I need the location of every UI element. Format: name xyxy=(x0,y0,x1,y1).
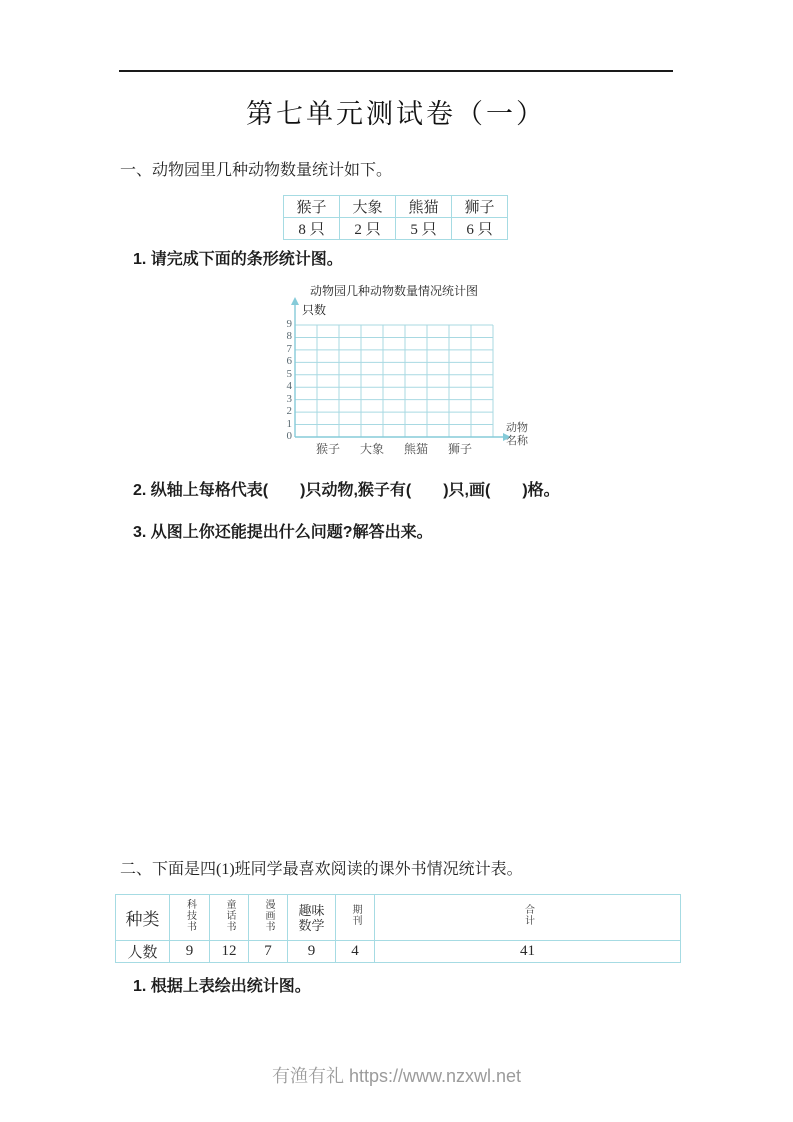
chart-ylabel: 只数 xyxy=(302,303,327,317)
question-1-3: 3. 从图上你还能提出什么问题?解答出来。 xyxy=(133,524,433,541)
page-title: 第七单元测试卷（一） xyxy=(246,99,546,129)
chart-grid-svg xyxy=(280,296,520,461)
table-row xyxy=(284,196,508,218)
animal-header-cell: 熊猫 xyxy=(396,196,452,218)
animal-header-cell: 猴子 xyxy=(284,196,340,218)
animal-header-cell: 大象 xyxy=(340,196,396,218)
y-tick-label: 1 xyxy=(286,417,292,430)
category-row-label: 种类 xyxy=(116,895,170,941)
y-tick-label: 3 xyxy=(286,392,292,405)
animal-count-cell: 6 只 xyxy=(452,218,508,240)
question-2-1: 1. 根据上表绘出统计图。 xyxy=(133,978,311,995)
y-tick-label: 5 xyxy=(286,367,292,380)
x-category-label: 大象 xyxy=(359,442,384,456)
y-tick-label: 0 xyxy=(286,430,292,442)
chart-yticks xyxy=(270,296,292,461)
book-category-cell xyxy=(249,895,288,941)
y-tick-label: 2 xyxy=(286,405,292,418)
book-category-text: 漫画书 xyxy=(263,898,274,932)
book-count-cell: 12 xyxy=(210,941,249,963)
book-category-cell xyxy=(170,895,210,941)
book-category-text: 童话书 xyxy=(224,898,235,932)
count-row-label: 人数 xyxy=(116,941,170,963)
chart-xcategories xyxy=(280,440,520,456)
animal-count-cell: 2 只 xyxy=(340,218,396,240)
chart-xlabel xyxy=(506,422,528,448)
book-count-cell: 4 xyxy=(336,941,375,963)
footer-watermark-link[interactable]: 有渔有礼 https://www.nzxwl.net xyxy=(271,1066,522,1086)
book-category-text: 趣味数学 xyxy=(298,902,325,933)
book-category-text: 合计 xyxy=(522,904,534,926)
chart-xlabel-line2: 名称 xyxy=(506,435,528,447)
y-tick-label: 6 xyxy=(286,355,292,368)
book-category-text: 期刊 xyxy=(350,904,361,926)
book-count-cell: 9 xyxy=(170,941,210,963)
book-survey-table xyxy=(115,894,681,963)
header-rule xyxy=(119,70,673,72)
section2-heading: 二、下面是四(1)班同学最喜欢阅读的课外书情况统计表。 xyxy=(120,861,523,878)
y-tick-label: 8 xyxy=(286,330,292,343)
table-row xyxy=(284,218,508,240)
book-category-cell xyxy=(336,895,375,941)
question-1-2: 2. 纵轴上每格代表( )只动物,猴子有( )只,画( )格。 xyxy=(133,482,560,499)
animal-count-cell: 5 只 xyxy=(396,218,452,240)
book-total-header-cell xyxy=(375,895,681,941)
book-total-cell: 41 xyxy=(375,941,681,963)
x-category-label: 狮子 xyxy=(447,442,472,456)
animal-count-table xyxy=(283,195,508,240)
y-tick-label: 4 xyxy=(286,380,292,393)
x-category-label: 猴子 xyxy=(315,442,340,456)
table-row xyxy=(116,895,681,941)
animal-header-cell: 狮子 xyxy=(452,196,508,218)
question-1-1: 1. 请完成下面的条形统计图。 xyxy=(133,251,343,268)
x-category-label: 熊猫 xyxy=(403,442,428,456)
book-count-cell: 7 xyxy=(249,941,288,963)
book-category-cell xyxy=(288,895,336,941)
y-tick-label: 7 xyxy=(286,342,292,355)
book-category-text: 科技书 xyxy=(184,898,196,932)
y-tick-label: 9 xyxy=(286,318,292,330)
book-category-cell xyxy=(210,895,249,941)
chart-xlabel-line1: 动物 xyxy=(506,422,528,434)
book-count-cell: 9 xyxy=(288,941,336,963)
chart-title: 动物园几种动物数量情况统计图 xyxy=(309,284,478,298)
section1-heading: 一、动物园里几种动物数量统计如下。 xyxy=(120,162,393,179)
table-row xyxy=(116,941,681,963)
animal-count-cell: 8 只 xyxy=(284,218,340,240)
